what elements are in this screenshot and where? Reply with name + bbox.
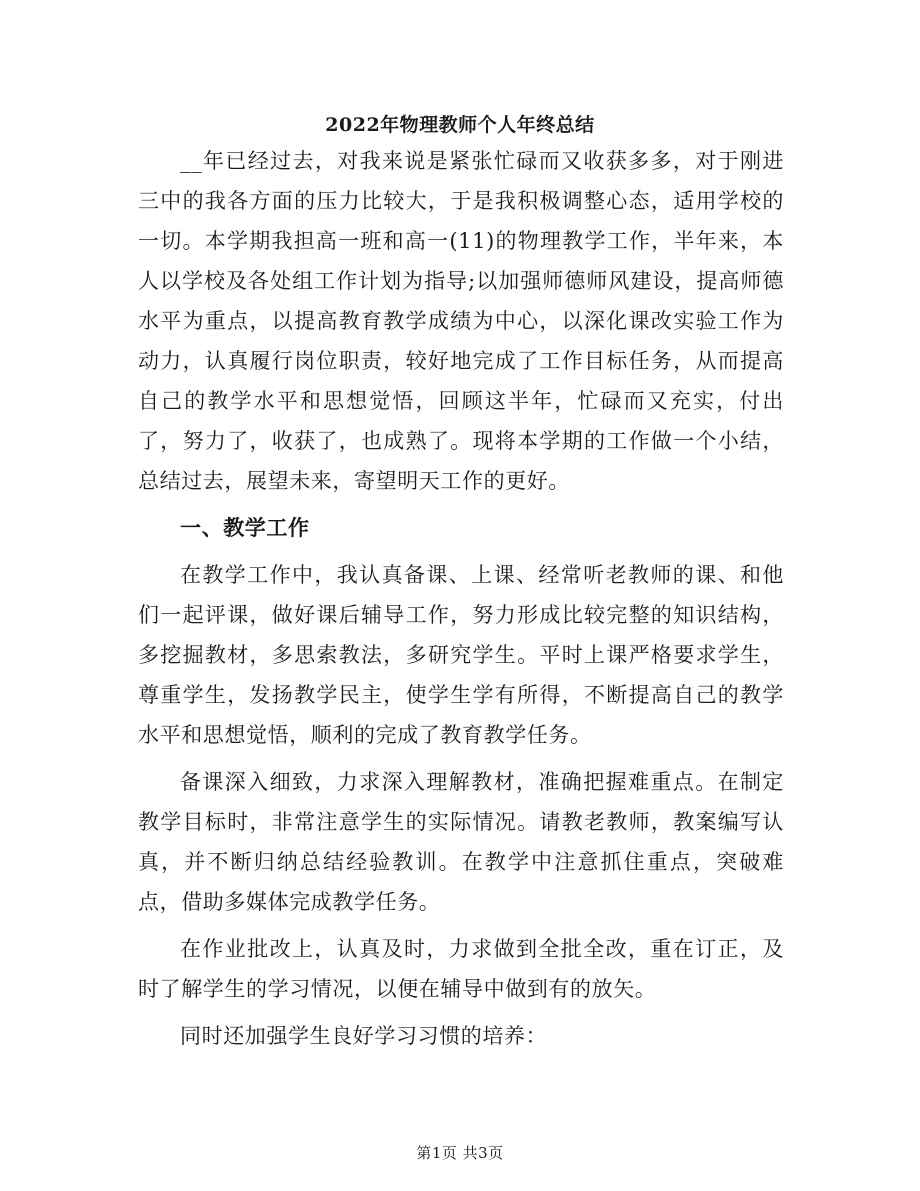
teaching-paragraph-4: 同时还加强学生良好学习习惯的培养：	[180, 1024, 548, 1048]
document-body	[138, 141, 784, 1056]
section-heading-teaching: 一、教学工作	[180, 515, 310, 540]
teaching-paragraph-2: 备课深入细致，力求深入理解教材，准确把握难重点。在制定教学目标时，非常注意学生的实际情况。请教老教师，教案编写认真，并不断归纳总结经验教训。在教学中注意抓住重点，突破难点，借助多媒体完成教学任务。	[138, 770, 784, 914]
intro-paragraph: __年已经过去，对我来说是紧张忙碌而又收获多多，对于刚进三中的我各方面的压力比较大，于是我积极调整心态，适用学校的一切。本学期我担高一班和高一(11)的物理教学工作，半年来，本人以学校及各处组工作计划为指导;以加强师德师风建设，提高师德水平为重点，以提高教育教学成绩为中心，以深化课改实验工作为动力，认真履行岗位职责，较好地完成了工作目标任务，从而提高自己的教学水平和思想觉悟，回顾这半年，忙碌而又充实，付出了，努力了，收获了，也成熟了。现将本学期的工作做一个小结，总结过去，展望未来，寄望明天工作的更好。	[138, 149, 784, 493]
teaching-paragraph-3: 在作业批改上，认真及时，力求做到全批全改，重在订正，及时了解学生的学习情况，以便在辅导中做到有的放矢。	[138, 937, 784, 1001]
paragraph-gap	[138, 755, 784, 762]
page-footer: 第1页 共3页	[416, 1144, 504, 1162]
paragraph-gap	[138, 548, 784, 555]
document-title: 2022年物理教师个人年终总结	[325, 114, 595, 136]
teaching-paragraph-1: 在教学工作中，我认真备课、上课、经常听老教师的课、和他们一起评课，做好课后辅导工作，努力形成比较完整的知识结构，多挖掘教材，多思索教法，多研究学生。平时上课严格要求学生，尊重学生，发扬教学民主，使学生学有所得，不断提高自己的教学水平和思想觉悟，顺利的完成了教育教学任务。	[138, 563, 784, 747]
paragraph-gap	[138, 501, 784, 508]
paragraph-gap	[138, 922, 784, 929]
paragraph-gap	[138, 1009, 784, 1016]
